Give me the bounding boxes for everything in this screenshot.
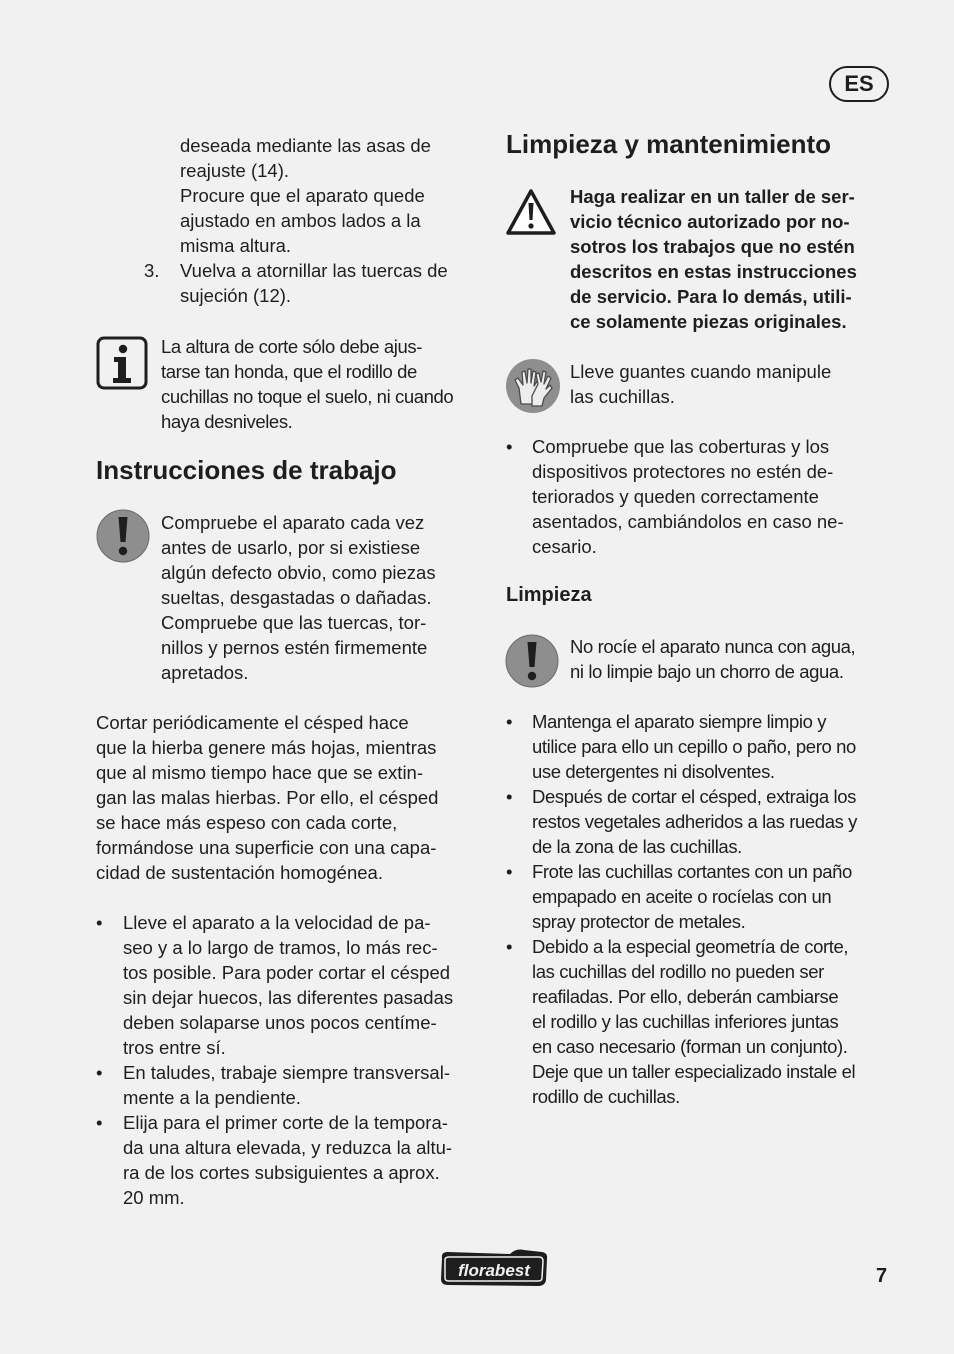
list-item [532, 784, 857, 859]
text-line: Lleve guantes cuando manipule [570, 361, 832, 382]
text-line: cuchillas no toque el suelo, ni cuando [161, 386, 454, 407]
bullet-marker: • [96, 912, 103, 933]
text-line: apretados. [161, 662, 249, 683]
text-line: teriorados y queden correctamente [532, 486, 819, 507]
text-line: dispositivos protectores no estén de- [532, 461, 834, 482]
gloves-icon [505, 358, 561, 414]
text-line: Deje que un taller especializado instale el [532, 1061, 856, 1082]
step-number: 3. [144, 260, 160, 281]
text-line: sujeción (12). [180, 285, 292, 306]
text-line: sueltas, desgastadas o dañadas. [161, 587, 432, 608]
text-line: cesario. [532, 536, 597, 557]
text-line: las cuchillas. [570, 386, 675, 407]
text-line: Elija para el primer corte de la tempora- [123, 1112, 448, 1133]
text-line: ce solamente piezas originales. [570, 311, 847, 332]
text-line: Lleve el aparato a la velocidad de pa- [123, 912, 431, 933]
text-line: ajustado en ambos lados a la [180, 210, 421, 231]
text-line: Mantenga el aparato siempre limpio y [532, 711, 827, 732]
text-line: Cortar periódicamente el césped hace [96, 712, 409, 733]
text-line: de la zona de las cuchillas. [532, 836, 742, 857]
bullet-marker: • [96, 1112, 103, 1133]
text-line: spray protector de metales. [532, 911, 746, 932]
text-line: deben solaparse unos pocos centíme- [123, 1012, 437, 1033]
text-line: tos posible. Para poder cortar el césped [123, 962, 451, 983]
text-line: ni lo limpie bajo un chorro de agua. [570, 661, 844, 682]
text-line: Frote las cuchillas cortantes con un paño [532, 861, 852, 882]
attention-icon [505, 634, 559, 688]
text-line: Compruebe el aparato cada vez [161, 512, 425, 533]
bullet-marker: • [506, 436, 513, 457]
list-item [532, 434, 844, 559]
text-line: misma altura. [180, 235, 292, 256]
text-line: asentados, cambiándolos en caso ne- [532, 511, 844, 532]
text-line: En taludes, trabaje siempre transversal- [123, 1062, 450, 1083]
text-line: las cuchillas del rodillo no pueden ser [532, 961, 824, 982]
text-line: en caso necesario (forman un conjunto). [532, 1036, 848, 1057]
step-continuation [180, 133, 431, 258]
text-line: No rocíe el aparato nunca con agua, [570, 636, 856, 657]
text-line: utilice para ello un cepillo o paño, pero no [532, 736, 856, 757]
text-line: vicio técnico autorizado por no- [570, 211, 850, 232]
text-line: 20 mm. [123, 1187, 185, 1208]
list-item [532, 934, 855, 1109]
text-line: el rodillo y las cuchillas inferiores juntas [532, 1011, 839, 1032]
text-line: Debido a la especial geometría de corte, [532, 936, 849, 957]
text-line: formándose una superficie con una capa- [96, 837, 437, 858]
list-item [532, 859, 852, 934]
text-line: Procure que el aparato quede [180, 185, 425, 206]
warning-note [570, 184, 857, 334]
bullet-marker: • [506, 711, 513, 732]
text-line: reajuste (14). [180, 160, 289, 181]
gloves-note [570, 359, 831, 409]
text-line: Compruebe que las coberturas y los [532, 436, 830, 457]
text-line: nillos y pernos estén firmemente [161, 637, 428, 658]
text-line: tarse tan honda, que el rodillo de [161, 361, 417, 382]
attention-note [161, 510, 436, 685]
language-badge: ES [829, 66, 889, 102]
text-line: mente a la pendiente. [123, 1087, 301, 1108]
text-line: Haga realizar en un taller de ser- [570, 186, 855, 207]
warning-icon [505, 188, 557, 236]
text-line: haya desniveles. [161, 411, 293, 432]
section-title-work-instructions: Instrucciones de trabajo [96, 455, 397, 485]
bullet-marker: • [506, 936, 513, 957]
water-note [570, 634, 855, 684]
info-icon [96, 336, 148, 390]
list-item [123, 1110, 452, 1210]
text-line: Después de cortar el césped, extraiga los [532, 786, 856, 807]
bullet-marker: • [506, 786, 513, 807]
text-line: reafiladas. Por ello, deberán cambiarse [532, 986, 839, 1007]
bullet-marker: • [96, 1062, 103, 1083]
text-line: antes de usarlo, por si existiese [161, 537, 421, 558]
florabest-logo [438, 1248, 550, 1288]
text-line: restos vegetales adheridos a las ruedas y [532, 811, 858, 832]
text-line: Vuelva a atornillar las tuercas de [180, 260, 448, 281]
text-line: gan las malas hierbas. Por ello, el césped [96, 787, 439, 808]
text-line: da una altura elevada, y reduzca la altu- [123, 1137, 453, 1158]
text-line: ra de los cortes subsiguientes a aprox. [123, 1162, 440, 1183]
section-title-cleaning-maintenance: Limpieza y mantenimiento [506, 129, 832, 159]
text-line: que la hierba genere más hojas, mientras [96, 737, 437, 758]
text-line: deseada mediante las asas de [180, 135, 431, 156]
info-note [161, 334, 453, 434]
text-line: se hace más espeso con cada corte, [96, 812, 398, 833]
text-line: empapado en aceite o rocíelas con un [532, 886, 832, 907]
text-line: sotros los trabajos que no estén [570, 236, 855, 257]
text-line: algún defecto obvio, como piezas [161, 562, 436, 583]
text-line: La altura de corte sólo debe ajus- [161, 336, 422, 357]
bullet-marker: • [506, 861, 513, 882]
text-line: sin dejar huecos, las diferentes pasadas [123, 987, 454, 1008]
attention-icon [96, 509, 150, 563]
text-line: seo y a lo largo de tramos, lo más rec- [123, 937, 438, 958]
text-line: tros entre sí. [123, 1037, 226, 1058]
text-line: descritos en estas instrucciones [570, 261, 857, 282]
text-line: cidad de sustentación homogénea. [96, 862, 383, 883]
text-line: de servicio. Para lo demás, utili- [570, 286, 852, 307]
text-line: rodillo de cuchillas. [532, 1086, 680, 1107]
text-line: que al mismo tiempo hace que se extin- [96, 762, 424, 783]
page-number: 7 [876, 1265, 888, 1287]
body-paragraph [96, 710, 438, 885]
subsection-title-cleaning: Limpieza [506, 584, 592, 606]
text-line: Compruebe que las tuercas, tor- [161, 612, 427, 633]
list-item [123, 910, 453, 1060]
step-3-text [180, 258, 448, 308]
list-item [532, 709, 856, 784]
list-item [123, 1060, 450, 1110]
logo-text: florabest [458, 1261, 530, 1280]
text-line: use detergentes ni disolventes. [532, 761, 775, 782]
